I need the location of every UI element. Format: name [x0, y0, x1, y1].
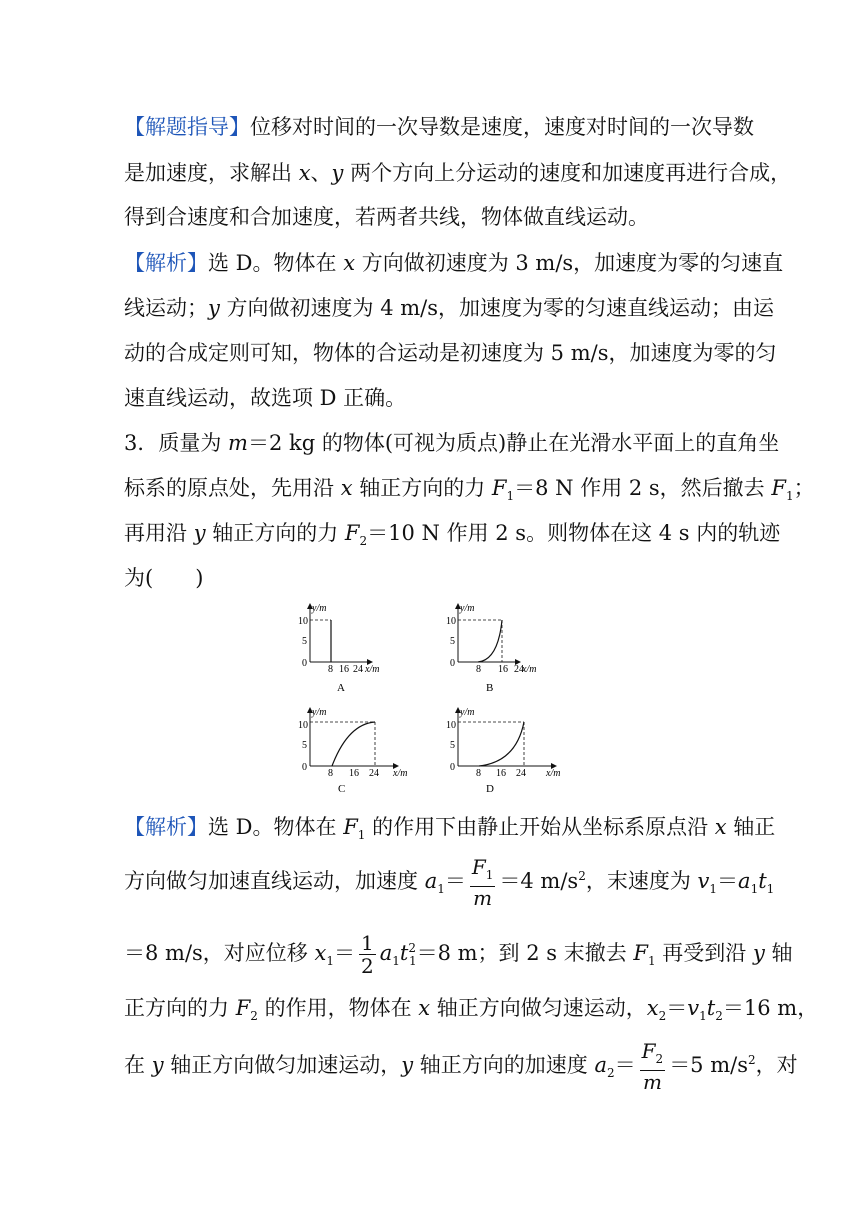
svg-text:16: 16	[496, 768, 506, 779]
svg-text:5: 5	[450, 740, 455, 751]
analysis2-line-5: 在 y 轴正方向做匀加速运动，y 轴正方向的加速度 $a_2=$ $\frac{F_2}{m}$ ＝5 $m/s^2$，对	[124, 1039, 798, 1094]
analysis2-line-4: 正方向的力 $F_2$ 的作用，物体在 x 轴正方向做匀速运动，$x_2=v_1t_2=16$ m，	[124, 996, 819, 1024]
option-d-graph	[446, 707, 560, 795]
svg-text:x/m: x/m	[522, 664, 537, 675]
analysis2-line-1: 【解析】选 D。物体在 $F_1$ 的作用下由静止开始从坐标系原点沿 x 轴正	[124, 815, 776, 843]
svg-text:y/m: y/m	[460, 603, 475, 614]
fraction-one-half: $\frac{1}{2}$	[360, 931, 374, 978]
guide-line-1: 【解题指导】位移对时间的一次导数是速度，速度对时间的一次导数	[124, 115, 754, 139]
svg-text:8: 8	[476, 768, 481, 779]
question3-line-4: 为( )	[124, 566, 204, 590]
option-b-graph	[446, 603, 536, 694]
svg-text:x/m: x/m	[365, 664, 380, 675]
svg-text:10: 10	[446, 616, 456, 627]
guide-tag: 【解题指导】	[124, 115, 250, 139]
svg-text:10: 10	[298, 720, 308, 731]
option-a-label: A	[337, 682, 345, 694]
analysis1-line-2: 线运动；y 方向做初速度为 4 m/s，加速度为零的匀速直线运动；由运	[124, 296, 775, 320]
svg-text:24: 24	[514, 664, 524, 675]
svg-text:y/m: y/m	[460, 707, 475, 718]
analysis1-line-1: 【解析】选 D。物体在 x 方向做初速度为 3 m/s，加速度为零的匀速直	[124, 251, 784, 275]
svg-text:24: 24	[353, 664, 363, 675]
svg-text:x/m: x/m	[546, 768, 561, 779]
svg-text:24: 24	[516, 768, 526, 779]
option-c-label: C	[338, 783, 346, 795]
svg-text:0: 0	[450, 658, 455, 669]
svg-text:8: 8	[328, 768, 333, 779]
analysis1-line-4: 速直线运动，故选项 D 正确。	[124, 386, 407, 410]
analysis2-line-2: 方向做匀加速直线运动，加速度 $a_1=$ $\frac{F_1}{m}$ ＝4 $m/s^2$，末速度为 $v_1=a_1t_1$	[124, 855, 775, 910]
svg-text:16: 16	[339, 664, 349, 675]
svg-text:24: 24	[369, 768, 379, 779]
svg-text:y/m: y/m	[312, 603, 327, 614]
svg-text:0: 0	[302, 658, 307, 669]
svg-text:10: 10	[298, 616, 308, 627]
guide-line-3: 得到合速度和合加速度，若两者共线，物体做直线运动。	[124, 205, 649, 229]
svg-text:5: 5	[302, 740, 307, 751]
svg-text:5: 5	[302, 636, 307, 647]
svg-text:x/m: x/m	[393, 768, 408, 779]
trajectory-options-figure	[290, 598, 570, 803]
guide-line-2: 是加速度，求解出 x、y 两个方向上分运动的速度和加速度再进行合成，	[124, 161, 792, 185]
svg-text:16: 16	[498, 664, 508, 675]
svg-text:y/m: y/m	[312, 707, 327, 718]
analysis1-line-3: 动的合成定则可知，物体的合运动是初速度为 5 m/s，加速度为零的匀	[124, 341, 777, 365]
analysis2-tag: 【解析】	[124, 815, 208, 839]
question3-line-3: 再用沿 y 轴正方向的力 $F_2=10$ N 作用 2 s。则物体在这 4 s 内的轨迹	[124, 521, 781, 549]
question3-line-1: 3．质量为 m＝2 kg 的物体(可视为质点)静止在光滑水平面上的直角坐	[124, 431, 780, 455]
svg-text:16: 16	[349, 768, 359, 779]
option-c-graph	[298, 707, 407, 795]
svg-text:0: 0	[450, 762, 455, 773]
option-b-label: B	[486, 682, 494, 694]
analysis2-line-3: ＝8 m/s，对应位移 $x_1=$ $\frac{1}{2}$ $a_1t^2_1=8$ m；到 2 s 末撤去 $F_1$ 再受到沿 y 轴	[124, 931, 793, 978]
option-a-graph	[298, 603, 379, 694]
question3-line-2: 标系的原点处，先用沿 x 轴正方向的力 $F_1=8$ N 作用 2 s，然后撤去 $F_1$；	[124, 476, 815, 504]
analysis1-tag: 【解析】	[124, 251, 208, 275]
svg-text:5: 5	[450, 636, 455, 647]
fraction-f2-over-m: $\frac{F_2}{m}$	[641, 1039, 664, 1094]
svg-text:8: 8	[328, 664, 333, 675]
svg-text:0: 0	[302, 762, 307, 773]
svg-text:10: 10	[446, 720, 456, 731]
fraction-f1-over-m: $\frac{F_1}{m}$	[471, 855, 494, 910]
svg-text:8: 8	[476, 664, 481, 675]
option-d-label: D	[486, 783, 494, 795]
